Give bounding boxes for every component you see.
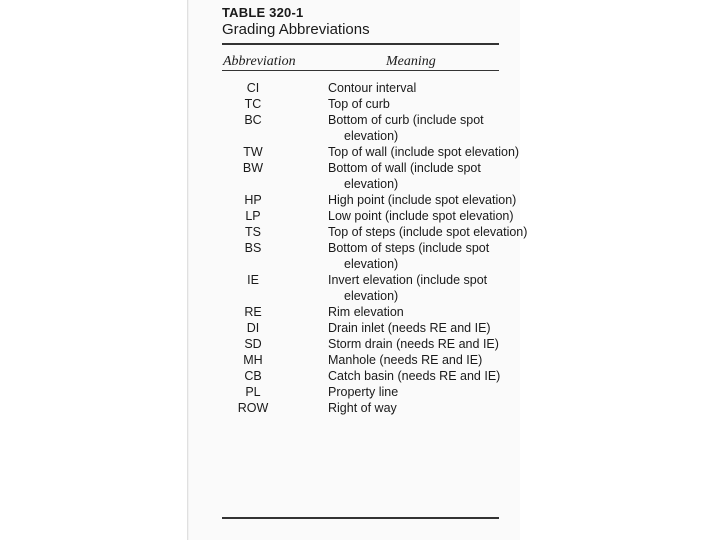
abbreviation-cell: PL: [245, 385, 261, 399]
table-row: [0, 112, 529, 144]
abbreviation-cell: RE: [244, 305, 262, 319]
table-row: [0, 272, 529, 304]
abbreviation-cell: BC: [244, 113, 262, 127]
table-row: [0, 240, 529, 272]
meaning-cell: Manhole (needs RE and IE): [328, 353, 483, 367]
header-rule: [222, 70, 499, 71]
abbreviation-cell: CB: [244, 369, 262, 383]
meaning-cell: Catch basin (needs RE and IE): [328, 369, 501, 383]
table-row: [0, 80, 529, 96]
abbreviation-cell: DI: [246, 321, 260, 335]
meaning-cell: Contour interval: [328, 81, 417, 95]
table-title: Grading Abbreviations: [222, 21, 370, 38]
meaning-cell: Top of curb: [328, 97, 390, 111]
table-row: [0, 304, 529, 320]
table-row: [0, 400, 529, 416]
table-row: [0, 144, 529, 160]
abbreviation-cell: BW: [242, 161, 264, 175]
table-row: [0, 192, 529, 208]
abbreviation-cell: HP: [244, 193, 262, 207]
table-row: [0, 224, 529, 240]
meaning-cell: Low point (include spot elevation): [328, 209, 514, 223]
meaning-cell: Drain inlet (needs RE and IE): [328, 321, 491, 335]
meaning-cell: Bottom of wall (include spot elevation): [328, 161, 481, 191]
meaning-cell: Rim elevation: [328, 305, 404, 319]
table-row: [0, 352, 529, 368]
abbreviation-cell: TS: [245, 225, 261, 239]
table-number: TABLE 320-1: [222, 5, 304, 20]
abbreviation-cell: MH: [243, 353, 263, 367]
table-row: [0, 96, 529, 112]
abbreviation-cell: IE: [247, 273, 259, 287]
table-row: [0, 336, 529, 352]
meaning-cell: Invert elevation (include spot elevation): [328, 273, 488, 303]
meaning-cell: Top of steps (include spot elevation): [328, 225, 528, 239]
abbreviation-cell: CI: [246, 81, 260, 95]
meaning-cell: Bottom of curb (include spot elevation): [328, 113, 484, 143]
abbreviation-cell: TW: [243, 145, 263, 159]
table-row: [0, 320, 529, 336]
table-row: [0, 208, 529, 224]
abbreviation-cell: TC: [244, 97, 262, 111]
table-row: [0, 160, 529, 192]
meaning-cell: High point (include spot elevation): [328, 193, 517, 207]
bottom-rule: [222, 517, 499, 519]
top-rule: [222, 43, 499, 45]
column-header-abbreviation: Abbreviation: [223, 54, 296, 69]
column-header-meaning: Meaning: [386, 54, 436, 69]
abbreviation-cell: BS: [244, 241, 262, 255]
meaning-cell: Bottom of steps (include spot elevation): [328, 241, 490, 271]
meaning-cell: Right of way: [328, 401, 397, 415]
table-body: [0, 80, 529, 416]
abbreviation-cell: ROW: [237, 401, 269, 415]
abbreviation-cell: LP: [245, 209, 261, 223]
meaning-cell: Top of wall (include spot elevation): [328, 145, 520, 159]
table-row: [0, 384, 529, 400]
table-row: [0, 368, 529, 384]
meaning-cell: Storm drain (needs RE and IE): [328, 337, 499, 351]
meaning-cell: Property line: [328, 385, 399, 399]
abbreviation-cell: SD: [244, 337, 262, 351]
